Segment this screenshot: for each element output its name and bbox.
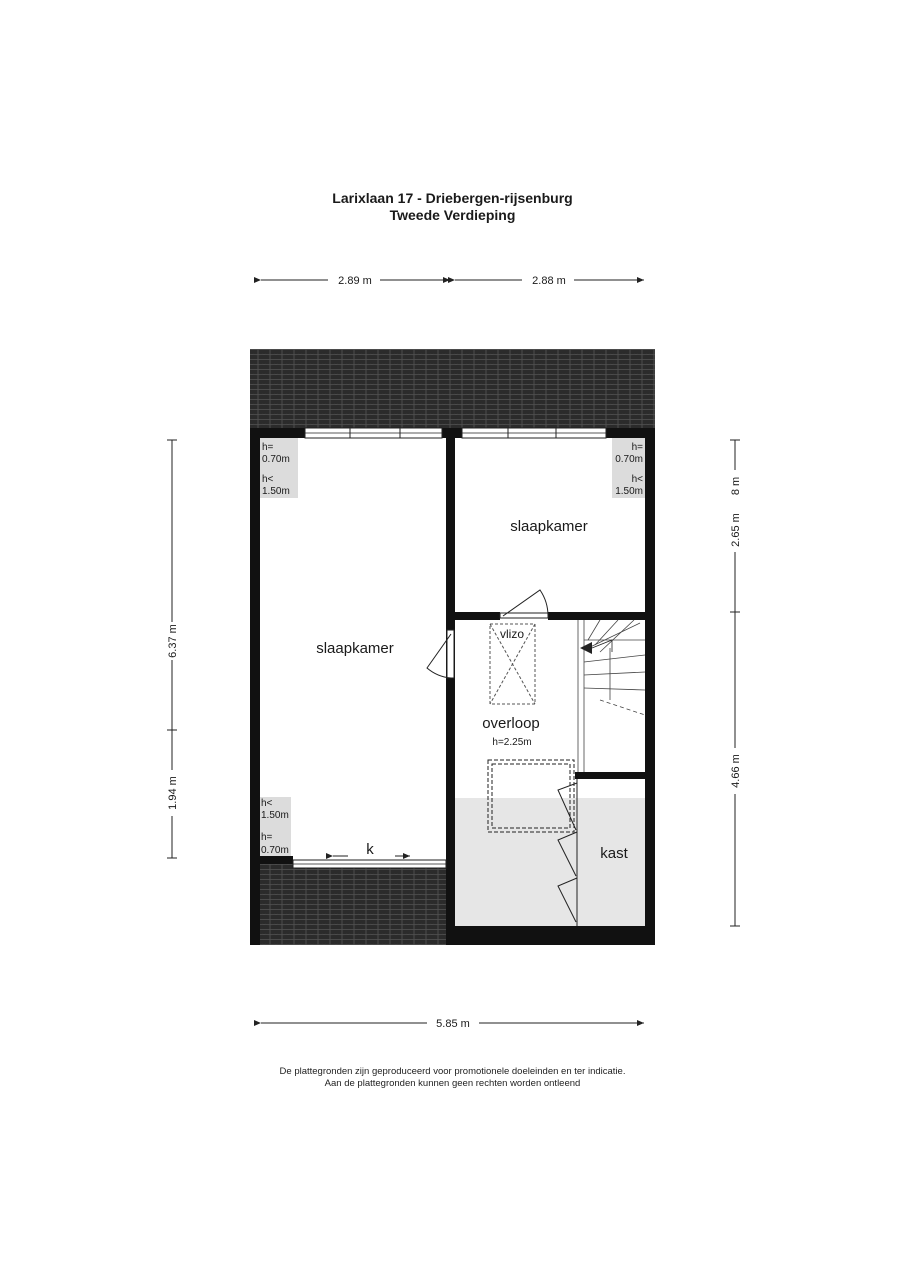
dim-left-lower: 1.94 m <box>167 776 179 810</box>
disclaimer-line-1: De plattegronden zijn geproduceerd voor promotionele doeleinden en ter indicatie. <box>279 1066 626 1077</box>
tag-bl-2a: h= <box>261 832 273 843</box>
room-label-bedroom-right: slaapkamer <box>510 518 588 535</box>
tag-tl-1a: h= <box>262 442 274 453</box>
room-label-closet: kast <box>600 845 628 862</box>
tag-tl-1b: 0.70m <box>262 454 290 465</box>
room-label-bedroom-left: slaapkamer <box>316 640 394 657</box>
tag-tl-2b: 1.50m <box>262 486 290 497</box>
window-top-left-icon <box>305 428 442 438</box>
plan-title: Larixlaan 17 - Driebergen-rijsenburg <box>332 190 573 206</box>
dim-right-lower: 4.66 m <box>730 754 742 788</box>
dimension-bottom <box>261 1015 644 1031</box>
dimension-right <box>727 440 743 926</box>
room-label-landing: overloop <box>482 715 540 732</box>
tag-bl-2b: 0.70m <box>261 845 289 856</box>
dim-top-right: 2.88 m <box>532 275 566 287</box>
tag-tr-2b: 1.50m <box>615 486 643 497</box>
dim-bottom: 5.85 m <box>436 1018 470 1030</box>
tag-tr-1b: 0.70m <box>615 454 643 465</box>
dim-right-upper: 2.65 m <box>730 513 742 547</box>
tag-tr-1a: h= <box>631 442 643 453</box>
dim-right-upper-extra: 8 m <box>730 476 742 496</box>
dimension-top <box>261 272 644 288</box>
dimension-left <box>164 440 180 858</box>
tag-tl-2a: h< <box>262 474 274 485</box>
tag-tr-2a: h< <box>631 474 643 485</box>
window-top-right-icon <box>462 428 606 438</box>
dim-left-upper: 6.37 m <box>167 624 179 658</box>
tag-bl-1a: h< <box>261 798 273 809</box>
tag-bl-1b: 1.50m <box>261 810 289 821</box>
hatch-label: vlizo <box>499 627 525 641</box>
staircase-icon <box>578 620 645 772</box>
floor-name: Tweede Verdieping <box>389 207 516 223</box>
landing-height: h=2.25m <box>492 737 532 748</box>
dim-top-left: 2.89 m <box>338 275 372 287</box>
window-marker: k <box>366 841 374 858</box>
low-ceiling-zone <box>455 798 645 926</box>
disclaimer-line-2: Aan de plattegronden kunnen geen rechten worden ontleend <box>324 1078 581 1089</box>
